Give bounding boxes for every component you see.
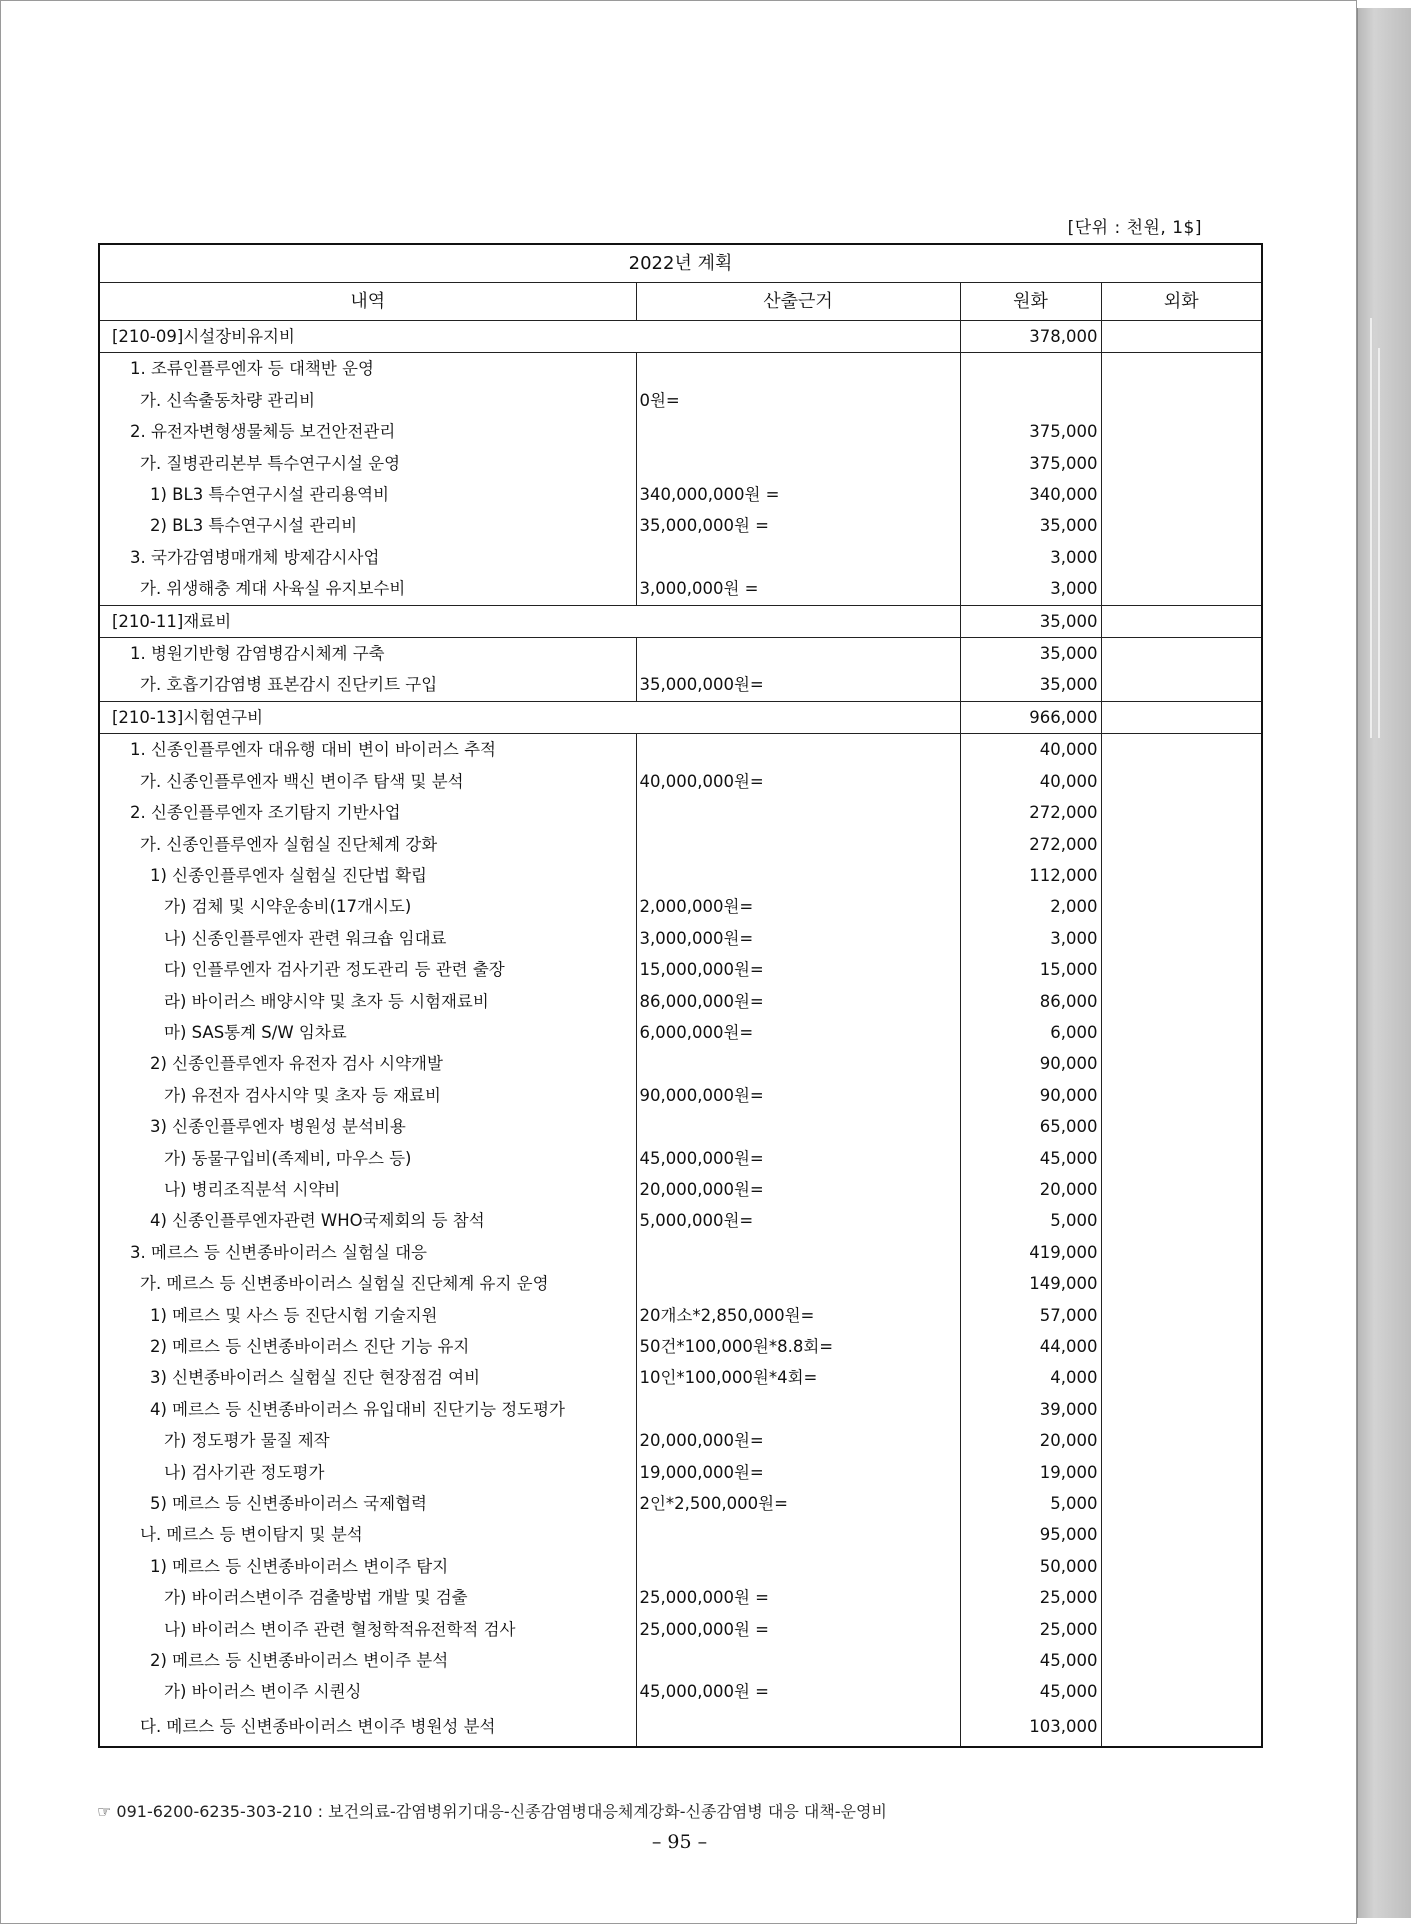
row-krw-amount: 35,000 [960, 638, 1101, 670]
row-krw-amount: 35,000 [960, 510, 1101, 541]
row-foreign-amount [1101, 829, 1262, 860]
row-foreign-amount [1101, 321, 1262, 353]
row-krw-amount: 50,000 [960, 1551, 1101, 1582]
row-description: 1) 메르스 등 신변종바이러스 변이주 탐지 [99, 1551, 636, 1582]
row-krw-amount: 40,000 [960, 734, 1101, 766]
row-description: 1) BL3 특수연구시설 관리용역비 [99, 479, 636, 510]
row-basis: 15,000,000원= [636, 954, 960, 985]
table-row [99, 1143, 1262, 1174]
row-krw-amount: 20,000 [960, 1174, 1101, 1205]
table-row [99, 986, 1262, 1017]
row-description: 가. 신속출동차량 관리비 [99, 385, 636, 416]
table-row [99, 510, 1262, 541]
row-description: 2) 메르스 등 신변종바이러스 변이주 분석 [99, 1645, 636, 1676]
table-row [99, 1614, 1262, 1645]
row-krw-amount: 35,000 [960, 605, 1101, 637]
row-description: 1. 신종인플루엔자 대유행 대비 변이 바이러스 추적 [99, 734, 636, 766]
table-row [99, 1488, 1262, 1519]
row-basis [636, 638, 960, 670]
unit-label: [단위 : 천원, 1$] [1067, 218, 1202, 238]
row-description: 2) 신종인플루엔자 유전자 검사 시약개발 [99, 1048, 636, 1079]
row-basis: 19,000,000원= [636, 1457, 960, 1488]
row-krw-amount: 378,000 [960, 321, 1101, 353]
row-foreign-amount [1101, 1080, 1262, 1111]
table-title: 2022년 계획 [99, 244, 1262, 283]
row-basis [636, 1708, 960, 1747]
row-description: 4) 신종인플루엔자관련 WHO국제회의 등 참석 [99, 1205, 636, 1236]
row-krw-amount: 419,000 [960, 1237, 1101, 1268]
header-krw: 원화 [960, 283, 1101, 321]
row-foreign-amount [1101, 1362, 1262, 1393]
row-basis [636, 353, 960, 385]
row-foreign-amount [1101, 416, 1262, 447]
row-description: 다) 인플루엔자 검사기관 정도관리 등 관련 출장 [99, 954, 636, 985]
page-number: – 95 – [651, 1831, 708, 1853]
row-description: 마) SAS통계 S/W 임차료 [99, 1017, 636, 1048]
row-foreign-amount [1101, 766, 1262, 797]
row-krw-amount: 3,000 [960, 542, 1101, 573]
table-row [99, 448, 1262, 479]
row-basis [636, 1237, 960, 1268]
header-description: 내역 [99, 283, 636, 321]
row-basis [636, 734, 960, 766]
row-foreign-amount [1101, 1237, 1262, 1268]
row-basis: 3,000,000원= [636, 923, 960, 954]
table-row [99, 1080, 1262, 1111]
row-foreign-amount [1101, 479, 1262, 510]
table-row [99, 1237, 1262, 1268]
row-basis: 5,000,000원= [636, 1205, 960, 1236]
row-foreign-amount [1101, 510, 1262, 541]
table-row [99, 573, 1262, 605]
row-krw-amount: 19,000 [960, 1457, 1101, 1488]
row-foreign-amount [1101, 1143, 1262, 1174]
table-body [99, 321, 1262, 1747]
table-row [99, 1268, 1262, 1299]
row-foreign-amount [1101, 1174, 1262, 1205]
row-basis [636, 1048, 960, 1079]
row-description: 2. 신종인플루엔자 조기탐지 기반사업 [99, 797, 636, 828]
row-basis: 6,000,000원= [636, 1017, 960, 1048]
table-row [99, 1582, 1262, 1613]
table-row [99, 766, 1262, 797]
row-description: 2. 유전자변형생물체등 보건안전관리 [99, 416, 636, 447]
row-krw-amount: 45,000 [960, 1143, 1101, 1174]
row-krw-amount: 103,000 [960, 1708, 1101, 1747]
row-krw-amount: 112,000 [960, 860, 1101, 891]
row-foreign-amount [1101, 1394, 1262, 1425]
row-basis [636, 1551, 960, 1582]
row-description: 나) 바이러스 변이주 관련 혈청학적유전학적 검사 [99, 1614, 636, 1645]
row-krw-amount: 3,000 [960, 923, 1101, 954]
row-foreign-amount [1101, 954, 1262, 985]
row-krw-amount: 20,000 [960, 1425, 1101, 1456]
row-description: 가. 위생해충 계대 사육실 유지보수비 [99, 573, 636, 605]
row-description: 1) 신종인플루엔자 실험실 진단법 확립 [99, 860, 636, 891]
table-row [99, 954, 1262, 985]
row-description: 4) 메르스 등 신변종바이러스 유입대비 진단기능 정도평가 [99, 1394, 636, 1425]
row-basis: 50건*100,000원*8.8회= [636, 1331, 960, 1362]
row-krw-amount: 25,000 [960, 1582, 1101, 1613]
table-row [99, 1457, 1262, 1488]
row-description: [210-11]재료비 [99, 605, 960, 637]
row-basis: 25,000,000원 = [636, 1582, 960, 1613]
row-foreign-amount [1101, 1582, 1262, 1613]
table-row [99, 479, 1262, 510]
row-foreign-amount [1101, 1425, 1262, 1456]
row-description: 가) 바이러스변이주 검출방법 개발 및 검출 [99, 1582, 636, 1613]
row-description: [210-09]시설장비유지비 [99, 321, 960, 353]
row-foreign-amount [1101, 1645, 1262, 1676]
row-basis [636, 1645, 960, 1676]
row-foreign-amount [1101, 385, 1262, 416]
row-krw-amount: 25,000 [960, 1614, 1101, 1645]
row-foreign-amount [1101, 669, 1262, 701]
table-row [99, 353, 1262, 385]
row-krw-amount: 45,000 [960, 1645, 1101, 1676]
row-foreign-amount [1101, 734, 1262, 766]
row-description: 3) 신변종바이러스 실험실 진단 현장점검 여비 [99, 1362, 636, 1393]
row-foreign-amount [1101, 448, 1262, 479]
row-krw-amount: 966,000 [960, 701, 1101, 733]
row-basis [636, 1111, 960, 1142]
table-row [99, 1111, 1262, 1142]
row-basis: 2인*2,500,000원= [636, 1488, 960, 1519]
table-row [99, 1205, 1262, 1236]
row-basis: 90,000,000원= [636, 1080, 960, 1111]
row-description: 1. 조류인플루엔자 등 대책반 운영 [99, 353, 636, 385]
row-foreign-amount [1101, 1111, 1262, 1142]
row-basis: 35,000,000원= [636, 669, 960, 701]
row-krw-amount: 90,000 [960, 1080, 1101, 1111]
row-foreign-amount [1101, 891, 1262, 922]
table-row [99, 1551, 1262, 1582]
row-foreign-amount [1101, 701, 1262, 733]
row-basis: 20,000,000원= [636, 1425, 960, 1456]
section-row [99, 605, 1262, 637]
table-row [99, 1394, 1262, 1425]
table-row [99, 1331, 1262, 1362]
row-foreign-amount [1101, 1614, 1262, 1645]
row-description: 가. 메르스 등 신변종바이러스 실험실 진단체계 유지 운영 [99, 1268, 636, 1299]
table-row [99, 1048, 1262, 1079]
table-row [99, 1519, 1262, 1550]
row-basis [636, 797, 960, 828]
row-foreign-amount [1101, 1300, 1262, 1331]
row-krw-amount: 272,000 [960, 829, 1101, 860]
row-basis: 10인*100,000원*4회= [636, 1362, 960, 1393]
row-basis: 20,000,000원= [636, 1174, 960, 1205]
row-description: 3. 메르스 등 신변종바이러스 실험실 대응 [99, 1237, 636, 1268]
row-krw-amount: 40,000 [960, 766, 1101, 797]
row-description: 가. 질병관리본부 특수연구시설 운영 [99, 448, 636, 479]
row-basis: 340,000,000원 = [636, 479, 960, 510]
row-foreign-amount [1101, 1488, 1262, 1519]
row-krw-amount: 65,000 [960, 1111, 1101, 1142]
row-krw-amount: 86,000 [960, 986, 1101, 1017]
table-row [99, 416, 1262, 447]
table-row [99, 542, 1262, 573]
row-krw-amount: 5,000 [960, 1488, 1101, 1519]
table-row [99, 669, 1262, 701]
row-basis [636, 1268, 960, 1299]
row-krw-amount: 5,000 [960, 1205, 1101, 1236]
row-description: 가) 바이러스 변이주 시퀀싱 [99, 1676, 636, 1707]
row-basis: 0원= [636, 385, 960, 416]
row-foreign-amount [1101, 542, 1262, 573]
table-row [99, 829, 1262, 860]
row-description: 3) 신종인플루엔자 병원성 분석비용 [99, 1111, 636, 1142]
row-description: 3. 국가감염병매개체 방제감시사업 [99, 542, 636, 573]
row-krw-amount: 375,000 [960, 416, 1101, 447]
row-description: 가. 신종인플루엔자 실험실 진단체계 강화 [99, 829, 636, 860]
row-description: 나. 메르스 등 변이탐지 및 분석 [99, 1519, 636, 1550]
footnote: ☞ 091-6200-6235-303-210 : 보건의료-감염병위기대응-신종감염병대응체계강화-신종감염병 대응 대책-운영비 [97, 1802, 887, 1821]
row-krw-amount: 39,000 [960, 1394, 1101, 1425]
row-foreign-amount [1101, 923, 1262, 954]
table-row [99, 638, 1262, 670]
row-description: 가) 검체 및 시약운송비(17개시도) [99, 891, 636, 922]
row-foreign-amount [1101, 1205, 1262, 1236]
header-basis: 산출근거 [636, 283, 960, 321]
row-krw-amount: 95,000 [960, 1519, 1101, 1550]
section-row [99, 321, 1262, 353]
section-row [99, 701, 1262, 733]
row-basis [636, 416, 960, 447]
row-krw-amount [960, 353, 1101, 385]
row-foreign-amount [1101, 1048, 1262, 1079]
row-description: 가. 호흡기감염병 표본감시 진단키트 구입 [99, 669, 636, 701]
row-krw-amount: 2,000 [960, 891, 1101, 922]
row-basis: 40,000,000원= [636, 766, 960, 797]
budget-table [98, 243, 1263, 1748]
row-description: 다. 메르스 등 신변종바이러스 변이주 병원성 분석 [99, 1708, 636, 1747]
row-basis: 20개소*2,850,000원= [636, 1300, 960, 1331]
header-foreign: 외화 [1101, 283, 1262, 321]
row-krw-amount: 340,000 [960, 479, 1101, 510]
row-krw-amount [960, 385, 1101, 416]
row-krw-amount: 272,000 [960, 797, 1101, 828]
table-row [99, 923, 1262, 954]
row-basis [636, 542, 960, 573]
row-krw-amount: 45,000 [960, 1676, 1101, 1707]
row-foreign-amount [1101, 1708, 1262, 1747]
row-basis [636, 448, 960, 479]
row-description: 가) 동물구입비(족제비, 마우스 등) [99, 1143, 636, 1174]
table-row [99, 1017, 1262, 1048]
table-row [99, 385, 1262, 416]
row-krw-amount: 375,000 [960, 448, 1101, 479]
row-krw-amount: 149,000 [960, 1268, 1101, 1299]
row-description: 나) 병리조직분석 시약비 [99, 1174, 636, 1205]
row-basis [636, 1394, 960, 1425]
row-basis [636, 829, 960, 860]
row-krw-amount: 90,000 [960, 1048, 1101, 1079]
row-foreign-amount [1101, 1519, 1262, 1550]
row-basis: 86,000,000원= [636, 986, 960, 1017]
row-description: 나) 신종인플루엔자 관련 워크숍 임대료 [99, 923, 636, 954]
row-krw-amount: 4,000 [960, 1362, 1101, 1393]
row-description: 2) BL3 특수연구시설 관리비 [99, 510, 636, 541]
table-row [99, 1425, 1262, 1456]
row-description: 라) 바이러스 배양시약 및 초자 등 시험재료비 [99, 986, 636, 1017]
row-foreign-amount [1101, 1268, 1262, 1299]
row-description: 나) 검사기관 정도평가 [99, 1457, 636, 1488]
row-foreign-amount [1101, 1017, 1262, 1048]
table-row [99, 1708, 1262, 1747]
table-row [99, 1362, 1262, 1393]
row-description: 1. 병원기반형 감염병감시체계 구축 [99, 638, 636, 670]
row-foreign-amount [1101, 797, 1262, 828]
row-basis: 45,000,000원 = [636, 1676, 960, 1707]
table-row [99, 1676, 1262, 1707]
row-krw-amount: 3,000 [960, 573, 1101, 605]
row-basis: 25,000,000원 = [636, 1614, 960, 1645]
page-stack-edge [1357, 8, 1411, 1918]
row-basis [636, 1519, 960, 1550]
table-row [99, 1174, 1262, 1205]
row-basis: 3,000,000원 = [636, 573, 960, 605]
row-foreign-amount [1101, 1676, 1262, 1707]
row-description: 가. 신종인플루엔자 백신 변이주 탐색 및 분석 [99, 766, 636, 797]
table-row [99, 797, 1262, 828]
row-foreign-amount [1101, 986, 1262, 1017]
row-basis [636, 860, 960, 891]
row-description: 1) 메르스 및 사스 등 진단시험 기술지원 [99, 1300, 636, 1331]
row-foreign-amount [1101, 573, 1262, 605]
row-krw-amount: 57,000 [960, 1300, 1101, 1331]
row-foreign-amount [1101, 353, 1262, 385]
row-foreign-amount [1101, 1331, 1262, 1362]
row-description: 가) 유전자 검사시약 및 초자 등 재료비 [99, 1080, 636, 1111]
table-row [99, 1300, 1262, 1331]
row-description: 5) 메르스 등 신변종바이러스 국제협력 [99, 1488, 636, 1519]
row-foreign-amount [1101, 638, 1262, 670]
row-foreign-amount [1101, 1457, 1262, 1488]
row-basis: 2,000,000원= [636, 891, 960, 922]
row-description: 2) 메르스 등 신변종바이러스 진단 기능 유지 [99, 1331, 636, 1362]
row-krw-amount: 6,000 [960, 1017, 1101, 1048]
row-foreign-amount [1101, 860, 1262, 891]
row-basis: 35,000,000원 = [636, 510, 960, 541]
row-description: 가) 정도평가 물질 제작 [99, 1425, 636, 1456]
table-row [99, 860, 1262, 891]
row-basis: 45,000,000원= [636, 1143, 960, 1174]
row-krw-amount: 44,000 [960, 1331, 1101, 1362]
row-krw-amount: 15,000 [960, 954, 1101, 985]
row-description: [210-13]시험연구비 [99, 701, 960, 733]
row-krw-amount: 35,000 [960, 669, 1101, 701]
table-row [99, 1645, 1262, 1676]
table-row [99, 891, 1262, 922]
table-row [99, 734, 1262, 766]
row-foreign-amount [1101, 1551, 1262, 1582]
row-foreign-amount [1101, 605, 1262, 637]
